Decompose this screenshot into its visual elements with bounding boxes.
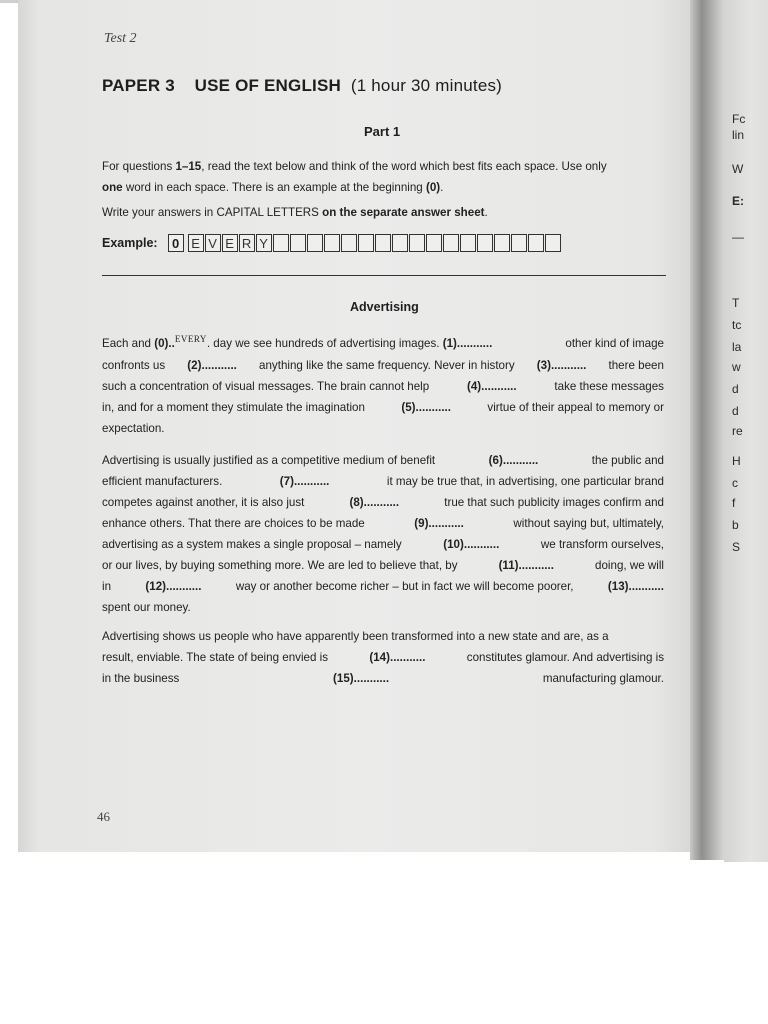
text-segment: Advertising shows us people who have apparently been transformed into a new state and are, as a xyxy=(102,630,609,643)
facing-page-text: lin xyxy=(732,128,745,142)
text-segment: virtue of their appeal to memory or xyxy=(484,401,664,414)
empty-answer-box xyxy=(375,234,391,252)
text-segment: constitutes glamour. And advertising is xyxy=(463,651,664,664)
instruction-emphasis: one xyxy=(102,181,123,194)
text-line xyxy=(102,626,664,647)
example-letter-boxes xyxy=(188,234,562,252)
text-segment: efficient manufacturers. xyxy=(102,475,226,488)
paragraph-2 xyxy=(102,450,664,618)
facing-page-fragment xyxy=(724,0,768,862)
empty-answer-box xyxy=(392,234,408,252)
text-group xyxy=(102,333,492,355)
text-segment: in xyxy=(102,580,115,593)
paper-title xyxy=(102,76,502,96)
gap-marker: (14)........... xyxy=(369,651,426,664)
text-segment: doing, we will xyxy=(591,559,664,572)
facing-page-text: d xyxy=(732,382,739,396)
facing-page-text: c xyxy=(732,476,738,490)
paper-label: PAPER 3 xyxy=(102,76,175,95)
empty-answer-box xyxy=(528,234,544,252)
example-label: Example: xyxy=(102,236,158,250)
instruction-text: . xyxy=(484,206,488,219)
paragraph-1 xyxy=(102,333,664,439)
facing-page-text: d xyxy=(732,404,739,418)
empty-answer-box xyxy=(324,234,340,252)
text-line xyxy=(102,376,664,397)
instruction-text: Write your answers in CAPITAL LETTERS xyxy=(102,206,323,219)
text-segment: such a concentration of visual messages. The brain cannot help xyxy=(102,380,433,393)
empty-answer-box xyxy=(426,234,442,252)
text-segment: it may be true that, in advertising, one particular brand xyxy=(383,475,664,488)
facing-page-text: la xyxy=(732,340,742,354)
empty-answer-box xyxy=(341,234,357,252)
paragraph-3 xyxy=(102,626,664,689)
gap-marker: (13)........... xyxy=(607,580,664,593)
text-line xyxy=(102,555,664,576)
text-segment: true that such publicity images confirm and xyxy=(441,496,664,509)
facing-page-text: Fc xyxy=(732,112,746,126)
gap-marker: (4)........... xyxy=(467,380,517,393)
gap-marker: (15)........... xyxy=(333,672,390,685)
text-segment: or our lives, by buying something more. We are led to believe that, by xyxy=(102,559,461,572)
instruction-line xyxy=(102,156,664,177)
example-letter-box: V xyxy=(205,234,221,252)
gap-marker: (11)........... xyxy=(498,559,554,572)
example-number-box: 0 xyxy=(168,234,184,252)
empty-answer-box xyxy=(545,234,561,252)
text-line xyxy=(102,597,664,618)
paper-duration: (1 hour 30 minutes) xyxy=(350,76,503,95)
example-letter-box: Y xyxy=(256,234,272,252)
gap-marker: (7)........... xyxy=(279,475,330,488)
text-segment: manufacturing glamour. xyxy=(539,672,664,685)
text-line xyxy=(102,576,664,597)
empty-answer-box xyxy=(307,234,323,252)
example-letter-box: E xyxy=(222,234,238,252)
text-line xyxy=(102,471,664,492)
gap-marker: (1)........... xyxy=(442,337,493,350)
text-segment: the public and xyxy=(588,454,664,467)
answer-instruction xyxy=(102,202,664,223)
text-line xyxy=(102,647,664,668)
text-line xyxy=(102,333,664,355)
empty-answer-box xyxy=(460,234,476,252)
empty-answer-box xyxy=(511,234,527,252)
example-answer: EVERY xyxy=(174,334,207,344)
text-segment: without saying but, ultimately, xyxy=(510,517,664,530)
gap-marker: (5)........... xyxy=(401,401,451,414)
text-segment: expectation. xyxy=(102,422,165,435)
instruction-emphasis: on the separate answer sheet xyxy=(322,206,485,219)
instructions xyxy=(102,156,664,198)
text-segment: result, enviable. The state of being envied is xyxy=(102,651,332,664)
text-segment: spent our money. xyxy=(102,601,191,614)
instruction-text: . xyxy=(440,181,444,194)
facing-page-text: f xyxy=(732,496,736,510)
text-segment: there been xyxy=(605,359,664,372)
gap-marker: (12)........... xyxy=(145,580,202,593)
facing-page-text: b xyxy=(732,518,739,532)
empty-answer-box xyxy=(358,234,374,252)
text-segment: competes against another, it is also just xyxy=(102,496,308,509)
instruction-text: For questions xyxy=(102,160,176,173)
page-number: 46 xyxy=(97,809,110,824)
text-segment: Advertising is usually justified as a competitive medium of benefit xyxy=(102,454,439,467)
instruction-text: , read the text below and think of the word which best fits each space. Use only xyxy=(201,160,607,173)
example-letter-box: E xyxy=(188,234,204,252)
text-line xyxy=(102,492,664,513)
facing-page-text: E: xyxy=(732,194,744,208)
text-line xyxy=(102,534,664,555)
facing-page-text: re xyxy=(732,424,743,438)
text-segment: in the business xyxy=(102,672,183,685)
text-segment: other kind of image xyxy=(562,337,664,350)
text-title: Advertising xyxy=(350,300,419,314)
empty-answer-box xyxy=(409,234,425,252)
instruction-line xyxy=(102,177,664,198)
facing-page-text: W xyxy=(732,162,744,176)
text-segment: advertising as a system makes a single proposal – namely xyxy=(102,538,405,551)
gap-marker: (3)........... xyxy=(536,359,587,372)
text-segment: . day we see hundreds of advertising images. xyxy=(206,337,443,350)
empty-answer-box xyxy=(273,234,289,252)
empty-answer-box xyxy=(290,234,306,252)
part-title: Part 1 xyxy=(364,124,401,139)
text-line xyxy=(102,355,664,376)
question-range: 1–15 xyxy=(175,160,202,173)
facing-page-text: — xyxy=(732,230,744,244)
gap-marker: (8)........... xyxy=(349,496,400,509)
facing-page-text: T xyxy=(732,296,740,310)
text-line xyxy=(102,418,664,439)
instruction-text: word in each space. There is an example at the beginning xyxy=(122,181,426,194)
facing-page-text: tc xyxy=(732,318,742,332)
gap-marker: (10)........... xyxy=(443,538,500,551)
example-letter-box: R xyxy=(239,234,255,252)
facing-page-text: H xyxy=(732,454,741,468)
text-segment: we transform ourselves, xyxy=(537,538,664,551)
example-row xyxy=(102,230,562,256)
text-segment: take these messages xyxy=(551,380,664,393)
instruction-line xyxy=(102,202,664,223)
text-segment: enhance others. That there are choices to be made xyxy=(102,517,368,530)
empty-answer-box xyxy=(477,234,493,252)
text-line xyxy=(102,668,664,689)
empty-answer-box xyxy=(443,234,459,252)
text-segment: Each and xyxy=(102,337,155,350)
empty-answer-box xyxy=(494,234,510,252)
text-segment: anything like the same frequency. Never in history xyxy=(255,359,518,372)
facing-page-text: w xyxy=(732,360,741,374)
text-line xyxy=(102,513,664,534)
text-line xyxy=(102,397,664,418)
gap-marker: (2)........... xyxy=(187,359,237,372)
text-segment: way or another become richer – but in fact we will become poorer, xyxy=(232,580,577,593)
example-ref: (0) xyxy=(425,181,441,194)
facing-page-text: S xyxy=(732,540,741,554)
paper-name: USE OF ENGLISH xyxy=(194,76,341,95)
gap-marker: (9)........... xyxy=(414,517,464,530)
book-spine xyxy=(690,0,724,860)
text-segment: confronts us xyxy=(102,359,169,372)
gap-marker: (0).. xyxy=(154,337,175,350)
divider xyxy=(102,275,666,276)
test-label: Test 2 xyxy=(104,31,137,46)
text-line xyxy=(102,450,664,471)
text-segment: in, and for a moment they stimulate the imagination xyxy=(102,401,369,414)
gap-marker: (6)........... xyxy=(488,454,539,467)
